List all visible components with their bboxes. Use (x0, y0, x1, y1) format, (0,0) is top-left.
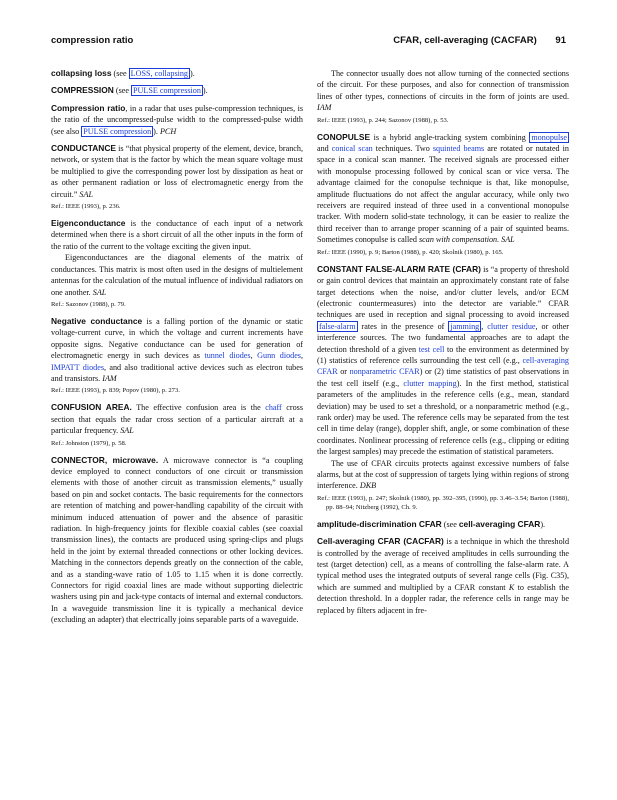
link-impatt-diodes[interactable]: IMPATT diodes (51, 362, 104, 372)
entry-term: Cell-averaging CFAR (CACFAR) (317, 536, 444, 547)
running-head-right (393, 35, 566, 46)
author-initials: IAM (317, 103, 332, 113)
entry-compression: COMPRESSION (see PULSE compression ). (51, 85, 208, 96)
link-squinted-beams[interactable]: squinted beams (432, 144, 485, 154)
entry-term: COMPRESSION (51, 85, 114, 96)
left-column (51, 68, 303, 632)
entry-cfar: CONSTANT FALSE-ALARM RATE (CFAR) is “a property of threshold or gain control devices that maintain an approximately constant rate of false target detections when the noise, and/or clutter levels, and/or ECM (electronic countermeasures) into the detector are variable.” CFAR techniques are used in reception and signal processing to avoid increased false-alarm rates in the presence of jamming , clutter residue, or other interference sources. The two fundamental approaches are to adapt the detection threshold of a given test cell to the environment as determined by (1) statistics of reference cells surrounding the test cell (e.g., cell-averaging CFAR or nonparametric CFAR) or (2) time statistics of past observations in the test cell itself (e.g., clutter mapping). In the first method, statistical parameters of the amplitudes in the reference cells (e.g., mean, standard deviation) may be used to set a threshold, or a nonparametric method (e.g., rank order) may be used. The reference cells may be separated from the test cell in time delay (range), doppler shift, angle, or some combination of these coordinates. Nonlinear processing of reference cells (e.g., clipping or editing the largest samples) may precede the estimation of statistical parameters. (317, 263, 570, 457)
entry-conopulse: CONOPULSE is a hybrid angle-tracking system combining monopulse and conical scan techniques. Two squinted beams are rotated or nutated in space in a conical scan manner. The received signals are processed either with monopulse processing followed by conical scan or vice versa. The advantage claimed for the conopulse technique is that, like monopulse, amplitude fluctuations do not affect the angular accuracy, while only two receivers are required instead of three used in a conventional monopulse tracker. With modern solid-state technology, it can be easier to realize the third receiver than to arrange proper scanning of a pair of squinted beams. Sometimes conopulse is called scan with compensation. SAL (317, 131, 569, 245)
link-monopulse[interactable]: monopulse (531, 132, 567, 142)
author-initials: PCH (159, 126, 177, 136)
entry-term: Negative conductance (51, 315, 143, 326)
reference: Ref.: Johnston (1979), p. 58. (51, 439, 127, 447)
link-false-alarm[interactable]: false-alarm (319, 321, 356, 331)
right-column (317, 68, 569, 622)
entry-term: amplitude-discrimination CFAR (317, 518, 442, 529)
entry-connector-microwave: CONNECTOR, microwave. A microwave connector is “a coupling device employed to connect conductors of one circuit or transmission elements with those of another circuit as transmission elements,” usually based on pin and socket contacts. The basic requirements for the connectors are retention of matching and power-handling capability of the circuit with minimum induced attenuation of power and the absence of parasitic radiation. In high-frequency joints for flexible coaxial cables (see coaxial transmission lines), the contacts are produced using spring-clips and plugs held in the joint by external threaded connections or other locking devices. Matching in the connectors depends greatly on the connection of the cable, and as a standing-wave ratio of 1.05 to 1.15 when it is done correctly. Connectors for rigid coaxial lines are made without supporting dielectric washers using pin and jack-type contacts of internal and external conductors. In a waveguide transmission line it is typically a mechanical device (excluding an adapter) that electrically joins separable parts of a waveguide. (51, 454, 303, 625)
entry-term: collapsing loss (51, 68, 112, 78)
link-tunnel-diodes[interactable]: tunnel diodes (204, 351, 251, 361)
link-nonparametric-cfar[interactable]: nonparametric CFAR (349, 367, 420, 377)
running-head-title: CFAR, cell-averaging (CACFAR) (393, 35, 537, 46)
entry-paragraph: Eigenconductances are the diagonal elements of the matrix of conductances. This matrix is most often used in the designs of multielement antennas for the calculation of the mutual influence of individual radiators on one another. SAL (51, 253, 303, 297)
entry-term: CONOPULSE (317, 131, 371, 142)
link-pulse-compression-2[interactable]: PULSE compression (83, 126, 152, 136)
author-initials: IAM (102, 373, 117, 383)
author-initials: SAL (92, 287, 107, 297)
link-chaff[interactable]: chaff (265, 403, 282, 413)
link-loss-collapsing[interactable]: LOSS, collapsing (130, 69, 188, 78)
entry-paragraph: The connector usually does not allow turning of the connected sections of the circuit. For these purposes, and also for connection of transmission lines of other types, connections of circuits in the form of joints are used. IAM (317, 69, 569, 113)
reference: Ref.: IEEE (1993), p. 247; Skolnik (1980), pp. 392–395, (1990), pp. 3.46–3.54; Barton (1988), pp. 88–94; Nitzberg (1992), Ch. 9. (317, 494, 569, 511)
author-initials: SAL (501, 235, 515, 245)
entry-term: Compression ratio (51, 102, 126, 113)
entry-amplitude-discrimination-cfar: amplitude-discrimination CFAR (see cell-averaging CFAR). (317, 518, 546, 529)
running-head-left: compression ratio (51, 35, 134, 46)
link-clutter-mapping[interactable]: clutter mapping (403, 378, 457, 388)
entry-term: CONNECTOR, microwave. (51, 454, 159, 465)
author-initials: SAL (79, 189, 93, 199)
entry-compression-ratio: Compression ratio, in a radar that uses pulse-compression techniques, is the ratio of the uncompressed-pulse width to the compressed-pulse width (see also PULSE compression ). PCH (51, 102, 303, 136)
entry-term: CONDUCTANCE (51, 143, 116, 154)
link-clutter-residue[interactable]: clutter residue (487, 321, 536, 331)
entry-confusion-area: CONFUSION AREA. The effective confusion area is the chaff cross section that equals the radar cross section of a particular aircraft at a particular frequency. SAL (51, 402, 303, 436)
page-number: 91 (555, 35, 566, 46)
reference: Ref.: IEEE (1993), p. 244; Sazonov (1988), p. 53. (317, 116, 449, 124)
entry-collapsing-loss: collapsing loss (see LOSS, collapsing ). (51, 68, 195, 78)
entry-cell-averaging-cfar: Cell-averaging CFAR (CACFAR) is a technique in which the threshold is controlled by the average of received amplitudes in cells surrounding the test (target detection) cell, as a means of controlling the false-alarm rate. A typical method uses the integrated outputs of several range cells (Fig. C35), which are summed and multiplied by a CFAR constant K to establish the detection threshold. In a doppler radar, the reference cells in range may be replaced by filters adjacent in fre- (317, 536, 570, 615)
link-pulse-compression[interactable]: PULSE compression (132, 86, 201, 96)
link-gunn-diodes[interactable]: Gunn diodes (257, 351, 301, 361)
reference: Ref.: IEEE (1993), p. 236. (51, 203, 121, 211)
entry-term: CONSTANT FALSE-ALARM RATE (CFAR) (317, 263, 481, 274)
reference: Ref.: IEEE (1993), p. 839; Popov (1980), p. 273. (51, 387, 180, 395)
entry-negative-conductance: Negative conductance is a falling portion of the dynamic or static voltage-current curve, in which the voltage and current increments have opposite signs. Negative conductance can be used for generation of electromagnetic energy in such devices as tunnel diodes, Gunn diodes, IMPATT diodes, and also traditional active devices such as electron tubes and transistors. IAM (51, 315, 304, 383)
cfar-constant-symbol: K (508, 582, 515, 592)
alternate-name: scan with compensation. (419, 235, 500, 245)
reference: Ref.: Sazonov (1988), p. 79. (51, 300, 126, 308)
entry-term: CONFUSION AREA. (51, 402, 132, 413)
entry-eigenconductance: Eigenconductance is the conductance of each input of a network determined when there is a short circuit of all the other inputs in the form of the ratio of the current to the voltage exciting the given input. (51, 218, 303, 251)
reference: Ref.: IEEE (1990), p. 9; Barton (1988), p. 420; Skolnik (1980), p. 165. (317, 248, 504, 256)
entry-conductance: CONDUCTANCE is “that physical property of the element, device, branch, network, or system that is the factor by which the mean square voltage must be multiplied to give the corresponding power lost by dissipation as heat or as other permanent radiation or loss of electromagnetic energy from the circuit.” SAL (51, 143, 303, 199)
author-initials: DKB (359, 481, 377, 491)
entry-paragraph: The use of CFAR circuits protects against excessive numbers of false alarms, but at the cost of suppression of targets lying within regions of strong interference. DKB (317, 458, 569, 491)
link-cell-averaging-cfar[interactable]: cell-averaging CFAR (317, 355, 569, 377)
link-test-cell[interactable]: test cell (418, 344, 445, 354)
entry-term: Eigenconductance (51, 218, 126, 229)
link-conical-scan[interactable]: conical scan (331, 144, 373, 154)
author-initials: SAL (120, 426, 134, 436)
cross-reference[interactable]: cell-averaging CFAR (458, 518, 541, 529)
link-jamming[interactable]: jamming (450, 321, 480, 331)
